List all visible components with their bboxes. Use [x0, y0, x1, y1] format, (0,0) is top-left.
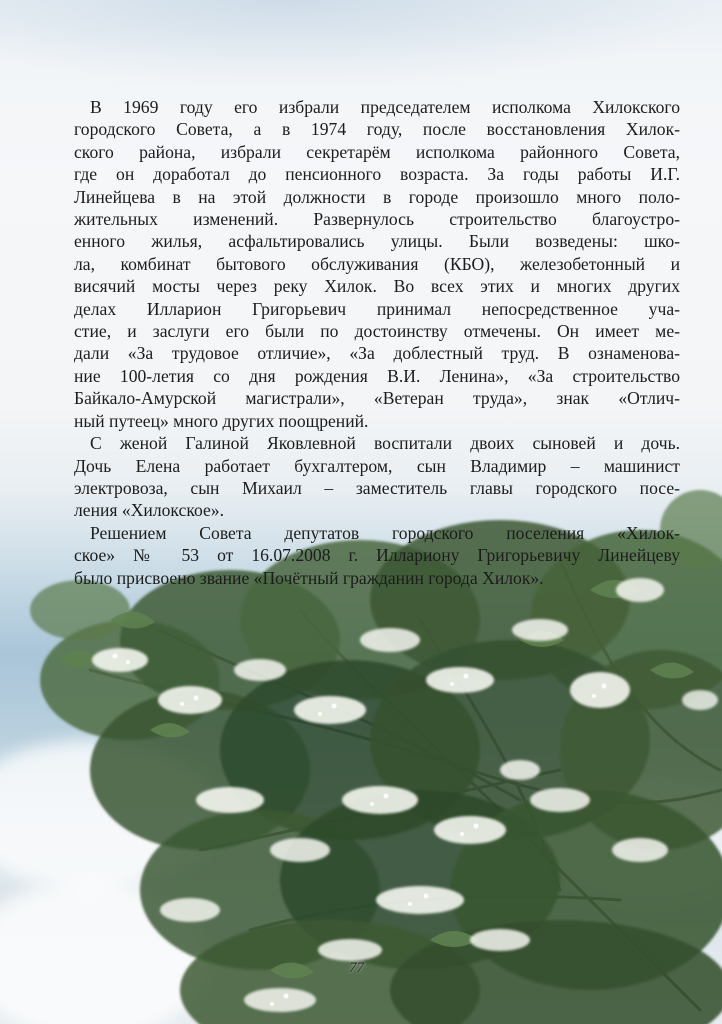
text-line: Решением Совета депутатов городского поселения «Хилок-	[90, 522, 680, 543]
text-line: Байкало-Амурской магистрали», «Ветеран труда», знак «Отлич-	[74, 388, 680, 409]
page-number: 77	[349, 960, 364, 976]
text-line: делах Илларион Григорьевич принимал непосредственное уча-	[74, 298, 680, 319]
article-text	[74, 96, 680, 589]
text-line: Линейцева в на этой должности в городе произошло много поло-	[74, 186, 680, 207]
text-line: было присвоено звание «Почётный гражданин города Хилок».	[74, 567, 544, 588]
text-line: В 1969 году его избрали председателем исполкома Хилокского	[90, 97, 680, 117]
text-line: ления «Хилокское».	[74, 500, 224, 521]
text-line: С женой Галиной Яковлевной воспитали двоих сыновей и дочь.	[90, 433, 680, 454]
sky-gradient	[0, 0, 722, 90]
text-line: ние 100-летия со дня рождения В.И. Ленина», «За строительство	[74, 365, 680, 386]
paragraph-3	[74, 522, 680, 589]
text-line: жительных изменений. Развернулось строительство благоустро-	[74, 209, 680, 230]
text-line: Дочь Елена работает бухгалтером, сын Владимир – машинист	[74, 455, 680, 476]
text-line: электровоза, сын Михаил – заместитель главы городского посе-	[74, 477, 680, 498]
text-line: ское» № 53 от 16.07.2008 г. Иллариону Григорьевичу Линейцеву	[74, 545, 680, 566]
text-line: ла, комбинат бытового обслуживания (КБО), железобетонный и	[74, 253, 680, 274]
text-line: дали «За трудовое отличие», «За доблестный труд. В ознаменова-	[74, 343, 680, 364]
text-line: енного жилья, асфальтировались улицы. Были возведены: шко-	[74, 231, 680, 252]
text-line: стие, и заслуги его были по достоинству отмечены. Он имеет ме-	[74, 321, 680, 342]
text-line: висячий мосты через реку Хилок. Во всех этих и многих других	[74, 276, 680, 297]
text-line: ный путеец» много других поощрений.	[74, 410, 369, 431]
paragraph-2	[74, 432, 680, 522]
text-line: где он доработал до пенсионного возраста. За годы работы И.Г.	[74, 164, 680, 185]
paragraph-1	[74, 96, 680, 432]
text-line: ского района, избрали секретарём исполкома районного Совета,	[74, 141, 680, 162]
text-line: городского Совета, а в 1974 году, после восстановления Хилок-	[74, 119, 680, 140]
